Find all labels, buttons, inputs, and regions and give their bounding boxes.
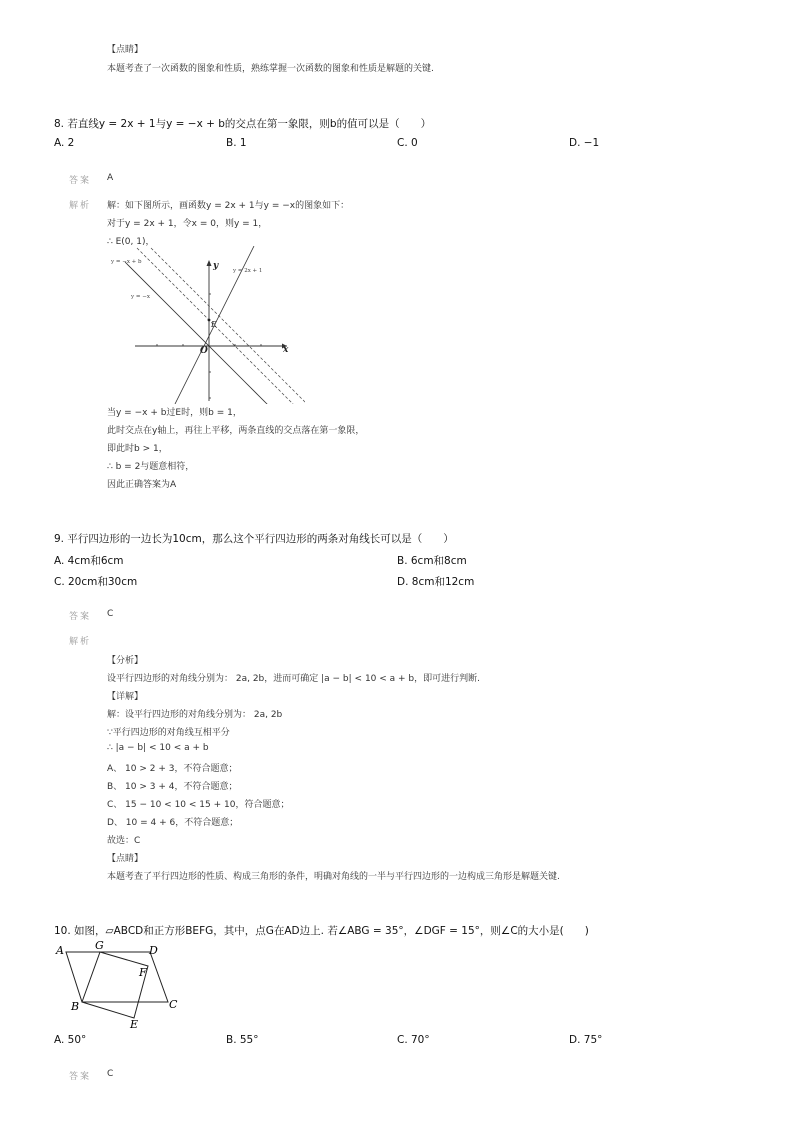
q9-analysis-line: ∵平行四边形的对角线互相平分 (107, 728, 230, 738)
q8-analysis-line: 此时交点在y轴上，再往上平移，两条直线的交点落在第一象限， (107, 426, 365, 436)
q9-analysis-line: 解：设平行四边形的对角线分别为： 2a, 2b (107, 710, 283, 720)
q8-axis-x-label: x (283, 345, 289, 355)
q9-option-a: A. 4cm和6cm (54, 555, 124, 567)
q9-analysis-line: 设平行四边形的对角线分别为： 2a, 2b，进而可确定 |a − b| < 10 < a + b，即可进行判断. (107, 674, 481, 684)
q10-label-a: A (56, 944, 64, 957)
q10-label-c: C (169, 998, 178, 1011)
q9-analysis-line: A、 10 > 2 + 3，不符合题意； (107, 764, 238, 774)
q8-analysis-line: 当y = −x + b过E时，则b = 1， (107, 408, 242, 418)
dianjing-heading: 【点睛】 (107, 45, 144, 55)
q9-option-b: B. 6cm和8cm (397, 555, 467, 567)
q10-square-befg (82, 952, 148, 1018)
q10-label-f: F (139, 966, 147, 979)
q8-analysis-label: 解析 (69, 201, 92, 211)
q8-option-a: A. 2 (54, 137, 75, 149)
q10-label-b: B (71, 1000, 80, 1013)
q9-analysis-label: 解析 (69, 637, 92, 647)
q9-option-c: C. 20cm和30cm (54, 576, 138, 588)
q8-answer: A (107, 173, 114, 183)
q8-axis-y-label: y (213, 261, 219, 271)
q8-answer-label: 答案 (69, 176, 92, 186)
q8-analysis-line: ∴ b = 2与题意相符， (107, 462, 195, 472)
q9-option-d: D. 8cm和12cm (397, 576, 475, 588)
q10-option-c: C. 70° (397, 1034, 430, 1046)
q9-analysis-line: D、 10 = 4 + 6，不符合题意； (107, 818, 239, 828)
q9-analysis-line: 【详解】 (107, 692, 144, 702)
q8-line-neg-x-plus-b-2 (151, 248, 305, 404)
q10-geometry-figure (52, 938, 184, 1030)
q8-analysis-line: ∴ E(0, 1)， (107, 237, 155, 247)
q10-answer-label: 答案 (69, 1072, 92, 1082)
q8-analysis-line: 因此正确答案为A (107, 480, 177, 490)
q10-parallelogram-abcd (66, 952, 168, 1002)
q8-analysis-line: 解：如下图所示，画函数y = 2x + 1与y = −x的图象如下： (107, 201, 350, 211)
q8-option-b: B. 1 (226, 137, 247, 149)
q10-option-b: B. 55° (226, 1034, 259, 1046)
q8-analysis-line: 即此时b > 1， (107, 444, 168, 454)
q9-analysis-line: 故选：C (107, 836, 141, 846)
q10-label-g: G (95, 939, 104, 952)
q8-label-neg-x-plus-b: y = −x + b (111, 259, 142, 265)
q10-option-d: D. 75° (569, 1034, 603, 1046)
q8-option-d: D. −1 (569, 137, 600, 149)
q9-analysis-line: 本题考查了平行四边形的性质、构成三角形的条件，明确对角线的一半与平行四边形的一边构成三角形是解题关键. (107, 872, 560, 882)
q8-line-neg-x (125, 262, 283, 404)
q8-label-neg-x: y = −x (131, 294, 150, 300)
q10-label-e: E (130, 1018, 139, 1030)
dianjing-summary: 本题考查了一次函数的图象和性质，熟练掌握一次函数的图象和性质是解题的关键. (107, 64, 434, 74)
q9-stem: 9. 平行四边形的一边长为10cm，那么这个平行四边形的两条对角线长可以是（ ） (54, 533, 454, 545)
q8-option-c: C. 0 (397, 137, 418, 149)
q9-analysis-line: C、 15 − 10 < 10 < 15 + 10，符合题意； (107, 800, 290, 810)
q8-origin-label: O (200, 346, 208, 356)
q10-option-a: A. 50° (54, 1034, 87, 1046)
q8-point-e-label: E (211, 320, 217, 329)
q8-label-2x-plus-1: y = 2x + 1 (233, 268, 263, 274)
q10-answer: C (107, 1069, 114, 1079)
q9-answer: C (107, 609, 114, 619)
q9-analysis-line: B、 10 > 3 + 4，不符合题意； (107, 782, 238, 792)
q8-analysis-line: 对于y = 2x + 1，令x = 0，则y = 1， (107, 219, 268, 229)
q8-point-e-dot (208, 319, 211, 322)
q10-label-d: D (149, 944, 158, 957)
q8-stem: 8. 若直线y = 2x + 1与y = −x + b的交点在第一象限，则b的值可以是（ ） (54, 118, 432, 130)
q8-y-axis-arrow (207, 260, 212, 266)
q9-analysis-line: ∴ |a − b| < 10 < a + b (107, 743, 209, 753)
q9-answer-label: 答案 (69, 612, 92, 622)
q9-analysis-line: 【分析】 (107, 656, 144, 666)
q9-analysis-line: 【点睛】 (107, 854, 144, 864)
q8-function-graph (105, 246, 305, 404)
q10-stem: 10. 如图，▱ABCD和正方形BEFG，其中，点G在AD边上. 若∠ABG = 35°，∠DGF = 15°，则∠C的大小是( ) (54, 925, 589, 937)
